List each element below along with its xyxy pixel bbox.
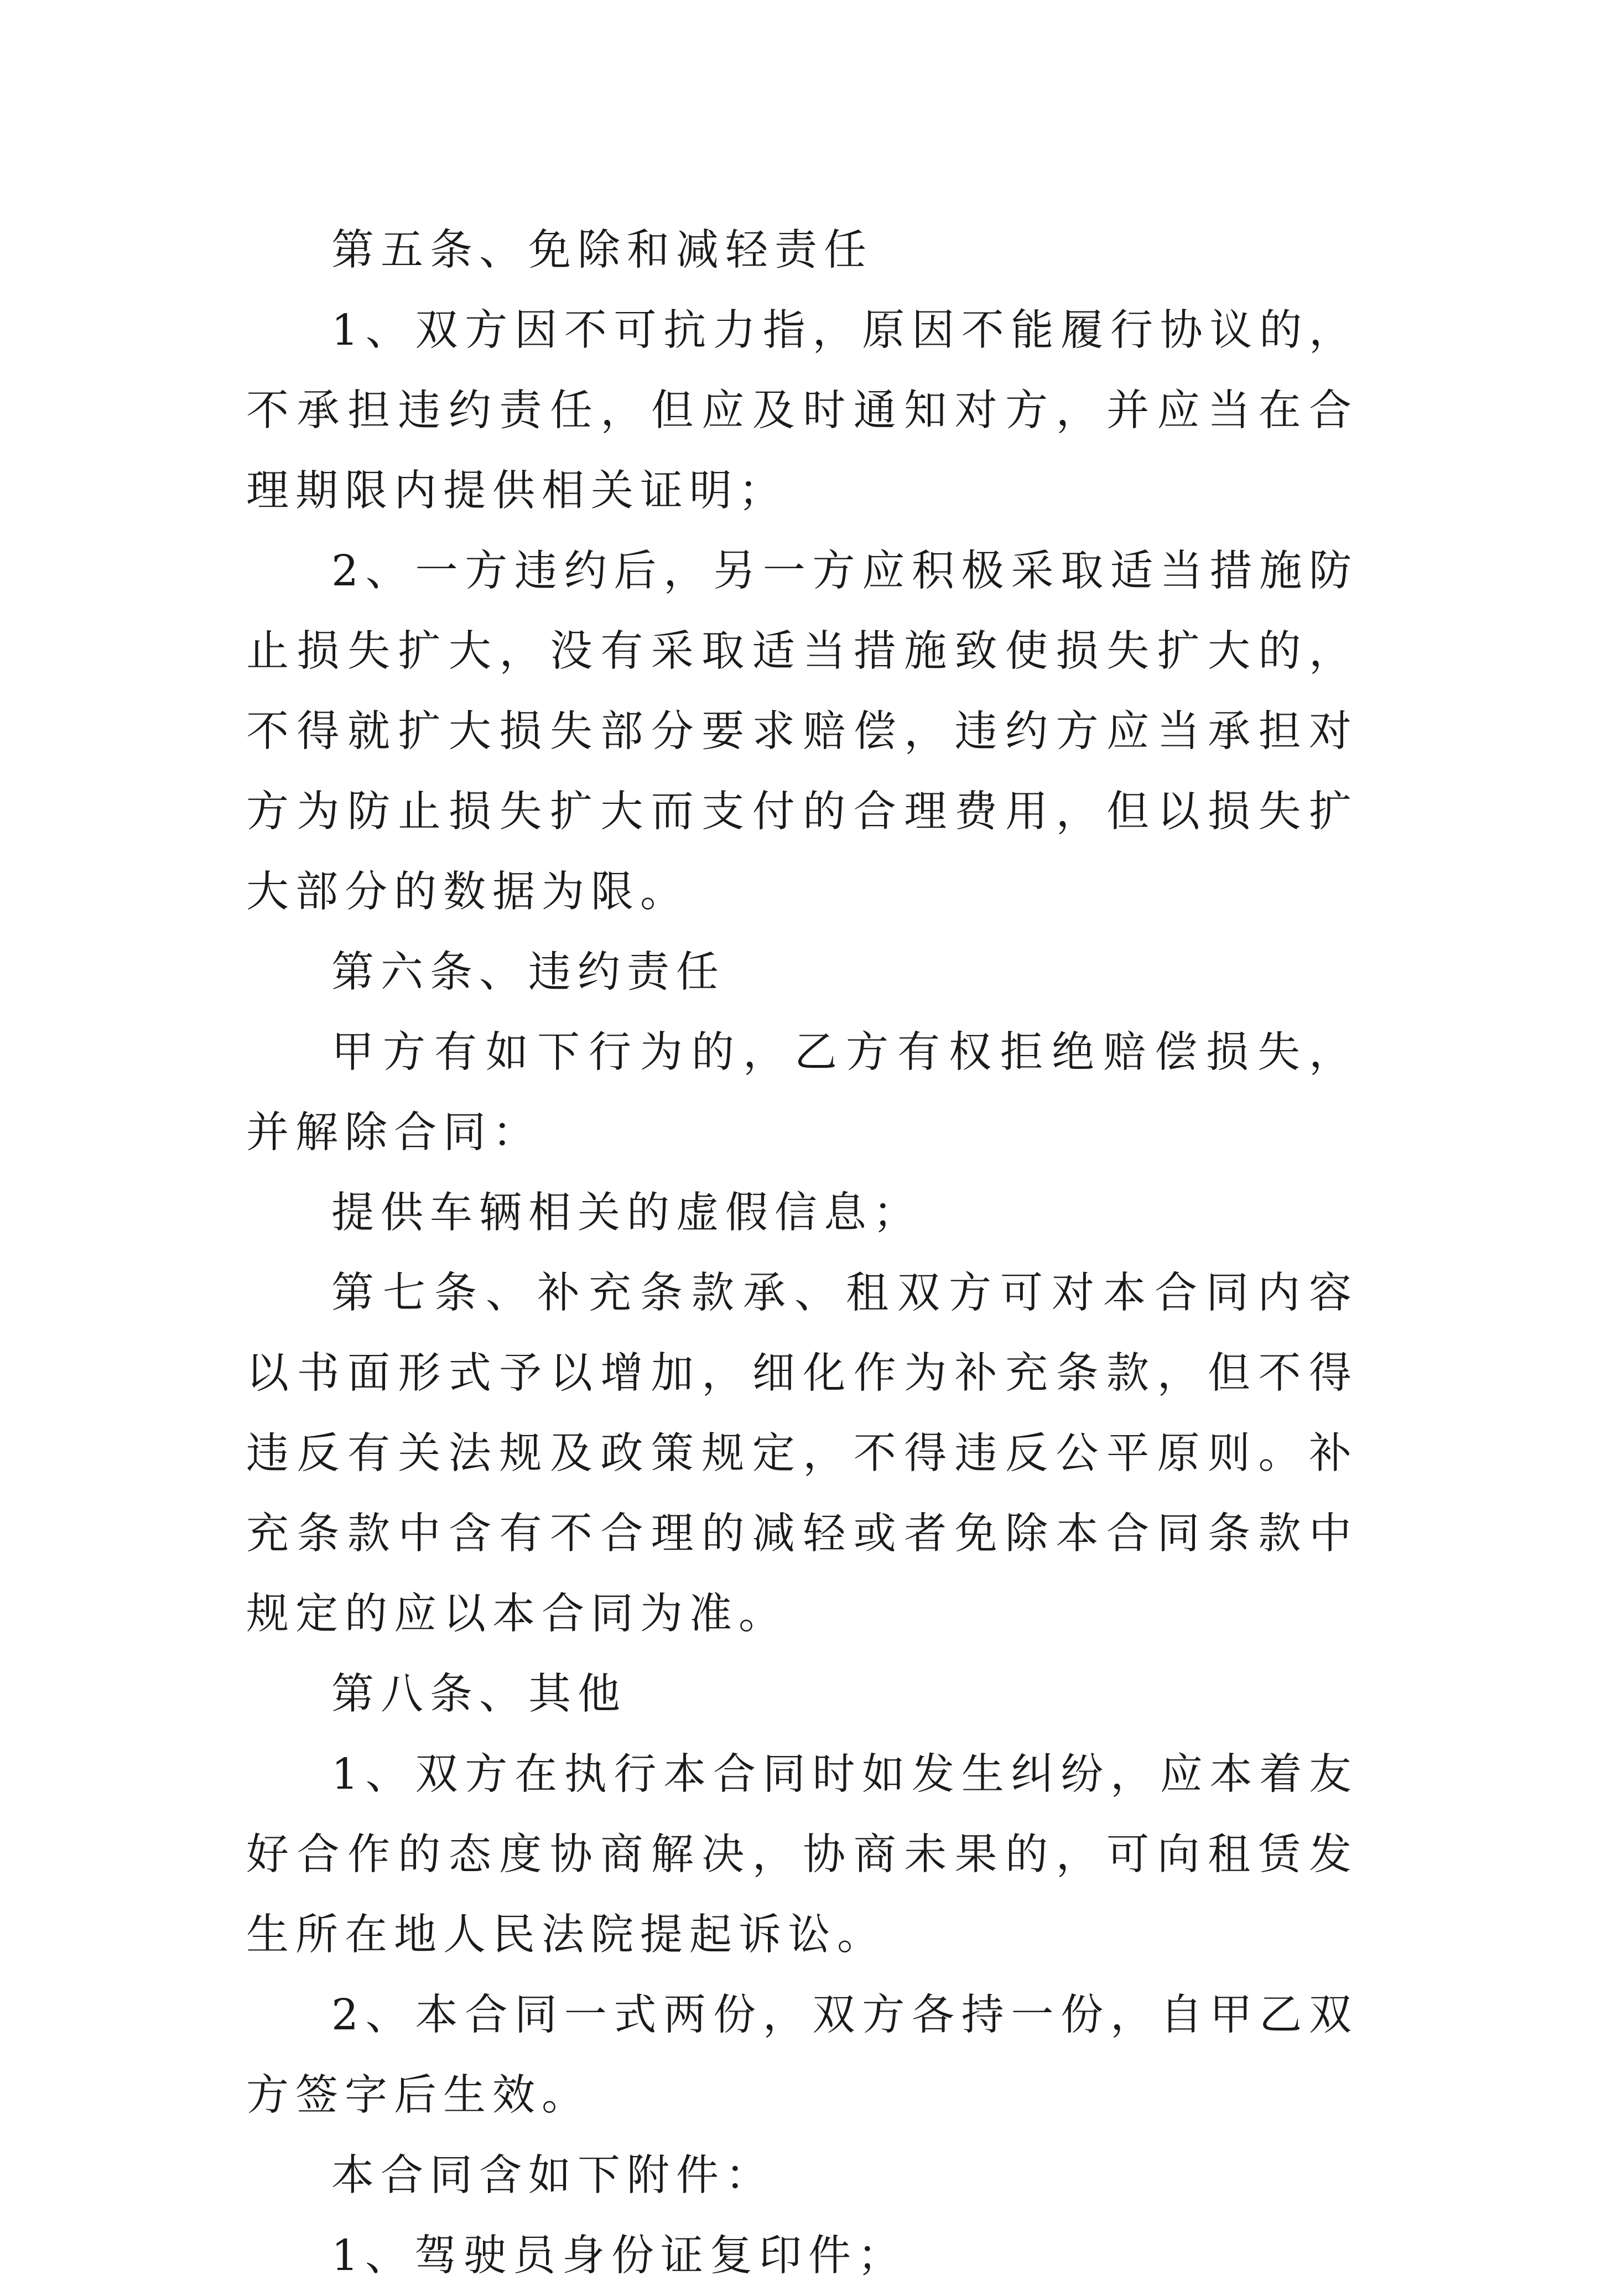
paragraph: 1、双方在执行本合同时如发生纠纷，应本着友好合作的态度协商解决，协商未果的，可向租赁发生所在地人民法院提起诉讼。 — [246, 1750, 1358, 1960]
attachment-item: 1、驾驶员身份证复印件； — [331, 2231, 907, 2281]
paragraph: 2、本合同一式两份，双方各持一份，自甲乙双方签字后生效。 — [246, 1991, 1358, 2120]
article-6-heading: 第六条、违约责任 — [331, 948, 725, 997]
attachments-heading: 本合同含如下附件： — [331, 2151, 774, 2200]
article-8-heading: 第八条、其他 — [331, 1670, 627, 1719]
paragraph: 1、双方因不可抗力指，原因不能履行协议的，不承担违约责任，但应及时通知对方，并应当在合理期限内提供相关证明； — [246, 306, 1358, 516]
article-5-heading: 第五条、免除和减轻责任 — [331, 226, 873, 275]
article-7-paragraph: 第七条、补充条款承、租双方可对本合同内容以书面形式予以增加，细化作为补充条款，但不得违反有关法规及政策规定，不得违反公平原则。补充条款中含有不合理的减轻或者免除本合同条款中规定的应以本合同为准。 — [246, 1269, 1358, 1639]
paragraph: 甲方有如下行为的，乙方有权拒绝赔偿损失，并解除合同： — [246, 1028, 1358, 1157]
paragraph: 提供车辆相关的虚假信息； — [331, 1188, 922, 1238]
document-body — [246, 210, 1358, 2296]
paragraph: 2、一方违约后，另一方应积极采取适当措施防止损失扩大，没有采取适当措施致使损失扩大的，不得就扩大损失部分要求赔偿，违约方应当承担对方为防止损失扩大而支付的合理费用，但以损失扩大部分的数据为限。 — [246, 547, 1358, 917]
